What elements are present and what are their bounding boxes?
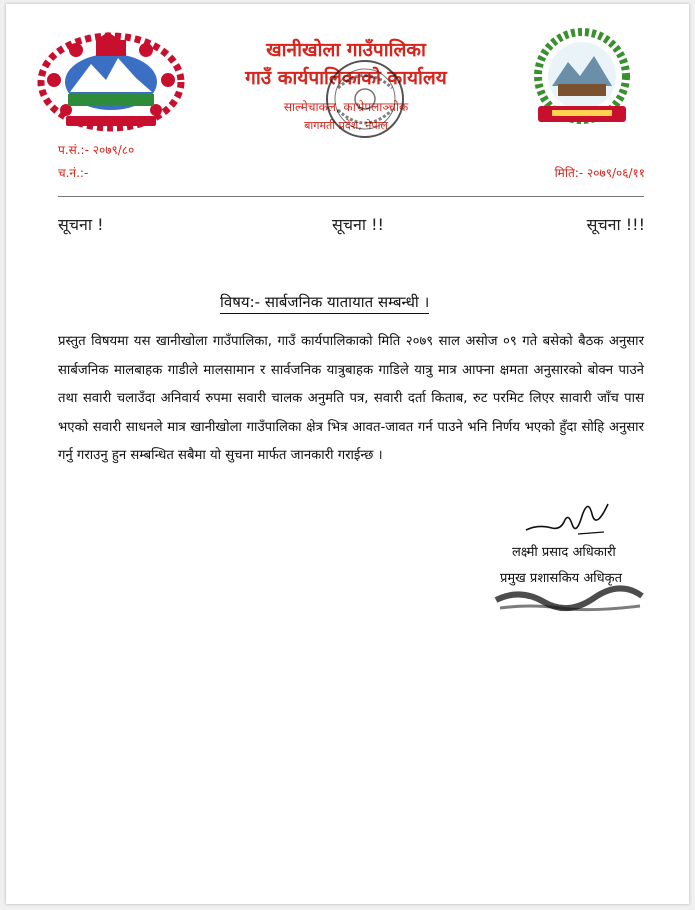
header-divider bbox=[58, 196, 644, 197]
office-name: गाउँ कार्यपालिकाको कार्यालय bbox=[245, 67, 447, 89]
notice-body: प्रस्तुत विषयमा यस खानीखोला गाउँपालिका, गाउँ कार्यपालिकाको मिति २०७९ साल असोज ०९ गते बसेको बैठक अनुसार सार्बजनिक मालबाहक गाडीले मालसामान र सार्वजनिक यात्रुबाहक गाडिले यात्रु मात्र आफ्ना क्षमता अनुसारको बोक्न पाउने तथा सवारी चलाउँदा अनिवार्य रुपमा सवारी चालक अनुमति पत्र, सवारी दर्ता किताब, रुट परमिट लिएर सावारी जाँच पास भएको सवारी साधनले मात्र खानीखोला गाउँपालिका क्षेत्र भित्र आवत-जावत गर्न पाउने भनि निर्णय भएको हुँदा सोहि अनुसार गर्नु गराउनु हुन सम्बन्धित सबैमा यो सुचना मार्फत जानकारी गराईन्छ । bbox=[58, 334, 644, 464]
handwritten-signature bbox=[518, 494, 638, 544]
issue-date: मिति:- २०७९/०६/११ bbox=[554, 166, 645, 180]
nepal-emblem-logo bbox=[36, 30, 186, 132]
signature-block bbox=[490, 494, 660, 624]
designation-stamp bbox=[490, 578, 650, 618]
round-office-seal bbox=[324, 58, 406, 140]
subject-line: विषय:- सार्बजनिक यातायात सम्बन्धी । bbox=[220, 292, 429, 314]
municipality-name: खानीखोला गाउँपालिका bbox=[266, 39, 426, 61]
notice-heading-3: सूचना !!! bbox=[586, 215, 645, 234]
province-name: बागमती प्रदेश, नेपाल bbox=[304, 119, 388, 132]
dispatch-number: च.नं.:- bbox=[58, 166, 89, 180]
notice-document bbox=[6, 4, 689, 904]
notice-heading-2: सूचना !! bbox=[332, 215, 384, 234]
officer-name: लक्ष्मी प्रसाद अधिकारी bbox=[512, 545, 616, 560]
office-address: साल्मेचाकल, काभ्रेपलाञ्चोक bbox=[283, 100, 409, 114]
municipality-logo bbox=[518, 26, 646, 134]
reference-number: प.सं.:- २०७९/८० bbox=[58, 143, 135, 157]
notice-heading-1: सूचना ! bbox=[58, 215, 104, 234]
officer-title: प्रमुख प्रशासकिय अधिकृत bbox=[500, 571, 623, 586]
